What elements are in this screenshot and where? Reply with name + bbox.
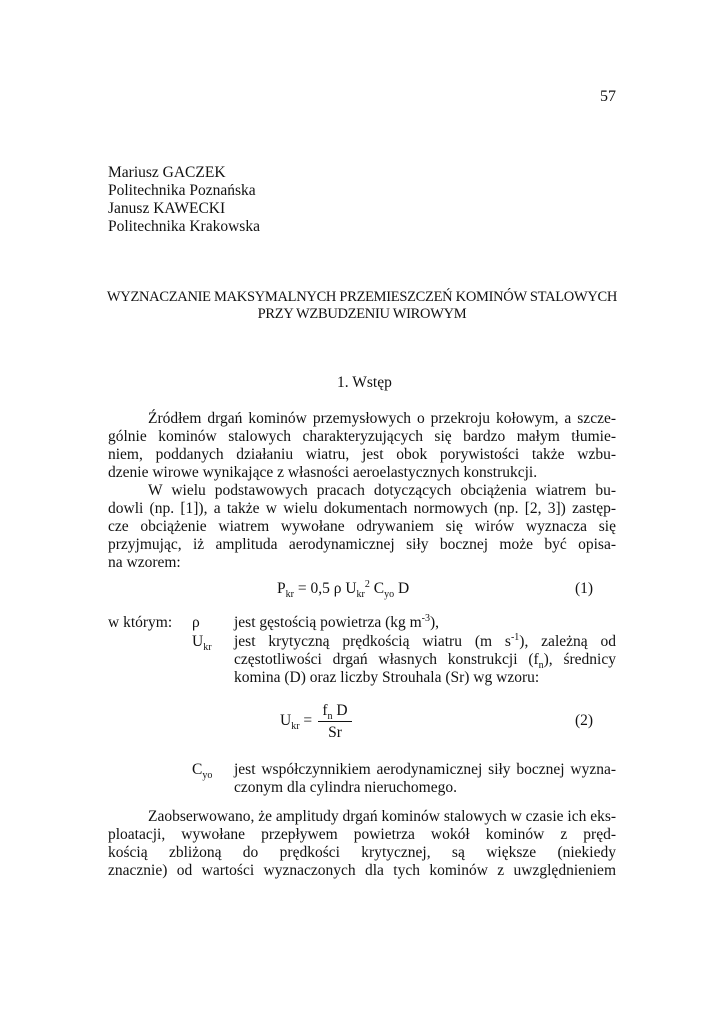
definition-ukr xyxy=(234,633,616,687)
symbol-rho: ρ xyxy=(192,614,200,631)
text-line: cze obciążenie wiatrem wywołane odrywaniem się wirów wyznacza się xyxy=(108,518,616,535)
definition-rho xyxy=(234,614,616,632)
equation-2-fraction xyxy=(318,702,352,742)
section-heading: 1. Wstęp xyxy=(337,374,392,391)
title-line: PRZY WZBUDZENIU WIROWYM xyxy=(257,306,467,322)
author-affiliation: Politechnika Krakowska xyxy=(108,218,260,235)
text-line: ploatacji, wywołane przepływem powietrza wokół kominów z pręd- xyxy=(108,826,616,843)
text-line: dzenie wirowe wynikające z własności aeroelastycznych konstrukcji. xyxy=(108,464,538,481)
text-line: niem, poddanych działaniu wiatru, jest obok porywistości także wzbu- xyxy=(108,446,616,463)
text-line: na wzorem: xyxy=(108,554,181,571)
text-line: Źródłem drgań kominów przemysłowych o przekroju kołowym, a szcze- xyxy=(148,410,616,427)
text-line: częstotliwości drgań własnych konstrukcji $(f_n)$, średnicy xyxy=(234,651,616,672)
paper-title xyxy=(100,289,624,323)
author-name: Janusz KAWECKI xyxy=(108,200,226,217)
text-line: dowli (np. [1]), a także w wielu dokumentach normowych (np. [2, 3]) zastęp- xyxy=(108,500,616,517)
text-line: gólnie kominów stalowych charakteryzujących się bardzo małym tłumie- xyxy=(108,428,616,445)
text-line: przyjmując, iż amplituda aerodynamicznej siły bocznej może być opisa- xyxy=(108,536,616,553)
definition-cyo xyxy=(234,761,616,797)
symbol-cyo: $C_{yo}$ xyxy=(192,761,213,782)
equation-2-label: (2) xyxy=(575,712,594,729)
where-label: w którym: xyxy=(108,614,173,631)
symbol-ukr: $U_{kr}$ xyxy=(192,633,212,654)
text-line: czonym dla cylindra nieruchomego. xyxy=(234,779,457,796)
fraction-denominator: Sr xyxy=(328,724,342,741)
equation-2-lhs: $U_{kr}$ = xyxy=(280,712,313,733)
equation-1: $P_{kr} = 0,5$ ρ $U_{kr}^2$ $C_{yo}$ D xyxy=(277,578,410,601)
text-line: kością zbliżoną do prędkości krytycznej, są większe (niekiedy xyxy=(108,844,616,861)
title-line: WYZNACZANIE MAKSYMALNYCH PRZEMIESZCZEŃ KOMINÓW STALOWYCH xyxy=(106,289,618,305)
paragraph-intro xyxy=(108,410,616,482)
paragraph-observations xyxy=(108,808,616,880)
author-name: Mariusz GACZEK xyxy=(108,164,226,181)
author-affiliation: Politechnika Poznańska xyxy=(108,182,256,199)
text-line: W wielu podstawowych pracach dotyczących obciążenia wiatrem bu- xyxy=(148,482,616,499)
text-line: komina (D) oraz liczby Strouhala (Sr) wg wzoru: xyxy=(234,669,540,686)
text-line: jest współczynnikiem aerodynamicznej siły bocznej wyzna- xyxy=(234,761,616,778)
text-line: jest gęstością powietrza (kg $m^{-3}$), xyxy=(234,612,440,631)
equation-1-label: (1) xyxy=(575,580,594,597)
text-line: znacznie) od wartości wyznaczonych dla tych kominów z uwzględnieniem xyxy=(108,862,616,879)
text-line: jest krytyczną prędkością wiatru (m $s^{-1}$), zależną od xyxy=(234,631,616,650)
text-line: Zaobserwowano, że amplitudy drgań kominów stalowych w czasie ich eks- xyxy=(148,808,617,825)
paragraph-methods xyxy=(108,482,616,572)
author-block xyxy=(108,164,260,236)
fraction-numerator: $f_n$ D xyxy=(318,702,352,722)
page-number: 57 xyxy=(600,88,616,105)
